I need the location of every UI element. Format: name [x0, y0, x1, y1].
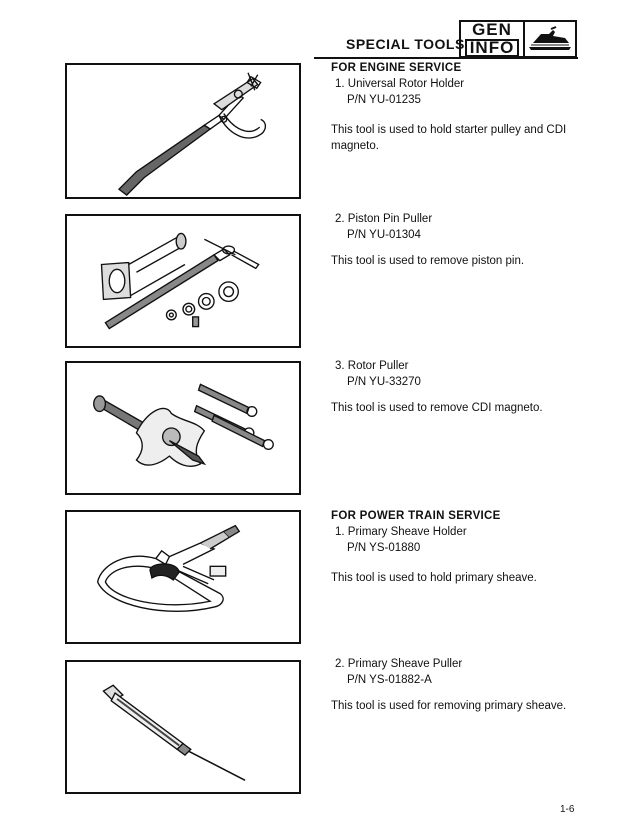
figure-universal-rotor-holder	[65, 63, 301, 199]
badge-line-gen: GEN	[472, 19, 512, 39]
snowmobile-icon	[525, 22, 575, 56]
section-heading-engine: FOR ENGINE SERVICE	[331, 62, 462, 74]
part-number: P/N YU-01235	[347, 94, 421, 106]
tool-name: 1. Universal Rotor Holder	[335, 78, 465, 90]
tool-description: This tool is used for removing primary sheave.	[331, 700, 567, 712]
tool-entry-primary-sheave-puller	[331, 656, 611, 714]
tool-name: 2. Primary Sheave Puller	[335, 658, 463, 670]
page-number: 1-6	[560, 804, 575, 815]
part-number: P/N YS-01882-A	[347, 674, 432, 686]
tool-entry-universal-rotor-holder	[331, 60, 611, 154]
tool-name: 2. Piston Pin Puller	[335, 213, 433, 225]
part-number: P/N YS-01880	[347, 542, 421, 554]
tool-name: 3. Rotor Puller	[335, 360, 409, 372]
part-number: P/N YU-01304	[347, 229, 421, 241]
badge-label	[461, 19, 525, 57]
tool-name: 1. Primary Sheave Holder	[335, 526, 467, 538]
figure-rotor-puller	[65, 361, 301, 495]
figure-piston-pin-puller	[65, 214, 301, 348]
tool-description: This tool is used to hold primary sheave.	[331, 572, 537, 584]
tool-entry-primary-sheave-holder	[331, 508, 611, 586]
badge-line-info: INFO	[465, 39, 520, 57]
tool-entry-rotor-puller	[331, 358, 611, 416]
figure-primary-sheave-puller	[65, 660, 301, 794]
tool-entry-piston-pin-puller	[331, 211, 611, 269]
figure-primary-sheave-holder	[65, 510, 301, 644]
section-badge	[459, 20, 577, 58]
tool-description: This tool is used to remove piston pin.	[331, 255, 525, 267]
section-heading-power-train: FOR POWER TRAIN SERVICE	[331, 510, 501, 522]
tool-description: This tool is used to remove CDI magneto.	[331, 402, 543, 414]
part-number: P/N YU-33270	[347, 376, 421, 388]
tool-description: This tool is used to hold starter pulley and CDI magneto.	[331, 124, 567, 152]
page-title: SPECIAL TOOLS	[346, 36, 465, 52]
